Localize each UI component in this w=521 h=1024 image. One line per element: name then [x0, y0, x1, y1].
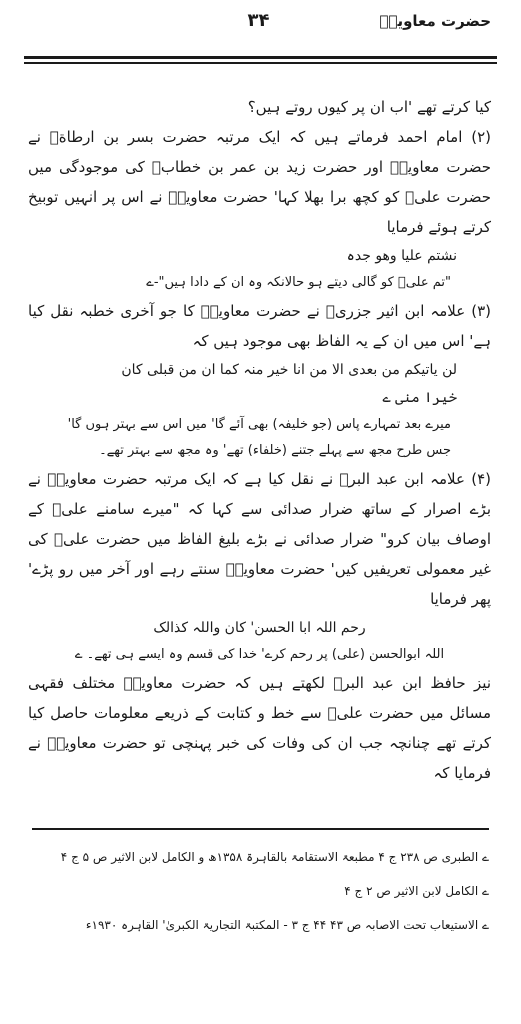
paragraph-5: نیز حافظ ابن عبد البرؒ لکھتے ہیں کہ حضرت معاویہؓ مختلف فقہی مسائل میں حضرت علیؓ سے خط و کتابت کے ذریعے معلومات حاصل کیا کرتے تھے چنانچہ جب ان کی وفات کی خبر پہنچی تو حضرت معاویہؓ نے فرمایا کہ [28, 674, 491, 782]
translation-quote-2-line-1: میرے بعد تمہارے پاس (جو خلیفہ) بھی آئے گا' میں اس سے بہتر ہوں گا' [67, 417, 451, 432]
page-number: ۳۴ [247, 10, 270, 31]
paragraph-3: (۳) علامہ ابن اثیر جزریؒ نے حضرت معاویہؓ کا جو آخری خطبہ نقل کیا ہے' اس میں ان کے یہ الفاظ بھی موجود ہیں کہ [28, 302, 491, 350]
page-header [26, 8, 491, 40]
footnote-3: ے الاستیعاب تحت الاصابہ ص ۴۳ ۴۴ ج ۳ - المکتبۃ التجاریۃ الکبریٰ' القاہرہ ۱۹۳۰ء [85, 918, 489, 932]
footnote-rule [32, 828, 489, 830]
paragraph-2: (۲) امام احمد فرماتے ہیں کہ ایک مرتبہ حضرت بسر بن ارطاةؓ نے حضرت معاویہؓ اور حضرت زید بن عمر بن خطابؓ کی موجودگی میں حضرت علیؓ کو کچھ برا بھلا کہا' حضرت معاویہؓ نے اس پر انہیں توبیخ کرتے ہوئے فرمایا [28, 128, 491, 236]
footnote-2: ے الکامل لابن الاثیر ص ۲ ج ۴ [344, 884, 489, 898]
header-double-rule [24, 56, 497, 64]
page-body [28, 92, 491, 788]
arabic-quote-2-line-2: خیرا منی ے [382, 390, 457, 406]
translation-quote-3: اللہ ابوالحسن (علی) پر رحم کرے' خدا کی قسم وہ ایسے ہی تھے۔ ے [74, 647, 445, 662]
footnote-1: ے الطبری ص ۲۳۸ ج ۴ مطبعۃ الاستقامۃ بالقاہرۃ ۱۳۵۸ھ و الکامل لابن الاثیر ص ۵ ج ۴ [60, 850, 489, 864]
paragraph-4: (۴) علامہ ابن عبد البرؒ نے نقل کیا ہے کہ ایک مرتبہ حضرت معاویہؓ نے بڑے اصرار کے ساتھ ضرار صدائی سے کہا کہ "میرے سامنے علیؓ کے اوصاف بیان کرو" ضرار صدائی نے بڑے بلیغ الفاظ میں حضرت علیؓ کی غیر معمولی تعریفیں کیں' حضرت معاویہؓ سنتے رہے اور آخر میں رو پڑے' پھر فرمایا [28, 470, 491, 608]
arabic-quote-2-line-1: لن یاتیکم من بعدی الا من انا خیر منہ کما ان من قبلی کان [121, 362, 457, 378]
running-title: حضرت معاویہؓ [379, 12, 491, 30]
translation-quote-2-line-2: جس طرح مجھ سے پہلے جتنے (خلفاء) تھے' وہ مجھ سے بہتر تھے۔ [99, 443, 451, 458]
arabic-quote-1: نشتم علیا وھو جدہ [346, 248, 457, 264]
paragraph-1: کیا کرتے تھے 'اب ان پر کیوں روتے ہیں؟ [247, 98, 491, 116]
translation-quote-1: "تم علیؓ کو گالی دیتے ہو حالانکہ وہ ان کے دادا ہیں"-ے [146, 275, 451, 290]
arabic-quote-3: رحم اللہ ابا الحسن' کان واللہ کذالک [153, 620, 366, 636]
footnotes [30, 840, 489, 942]
